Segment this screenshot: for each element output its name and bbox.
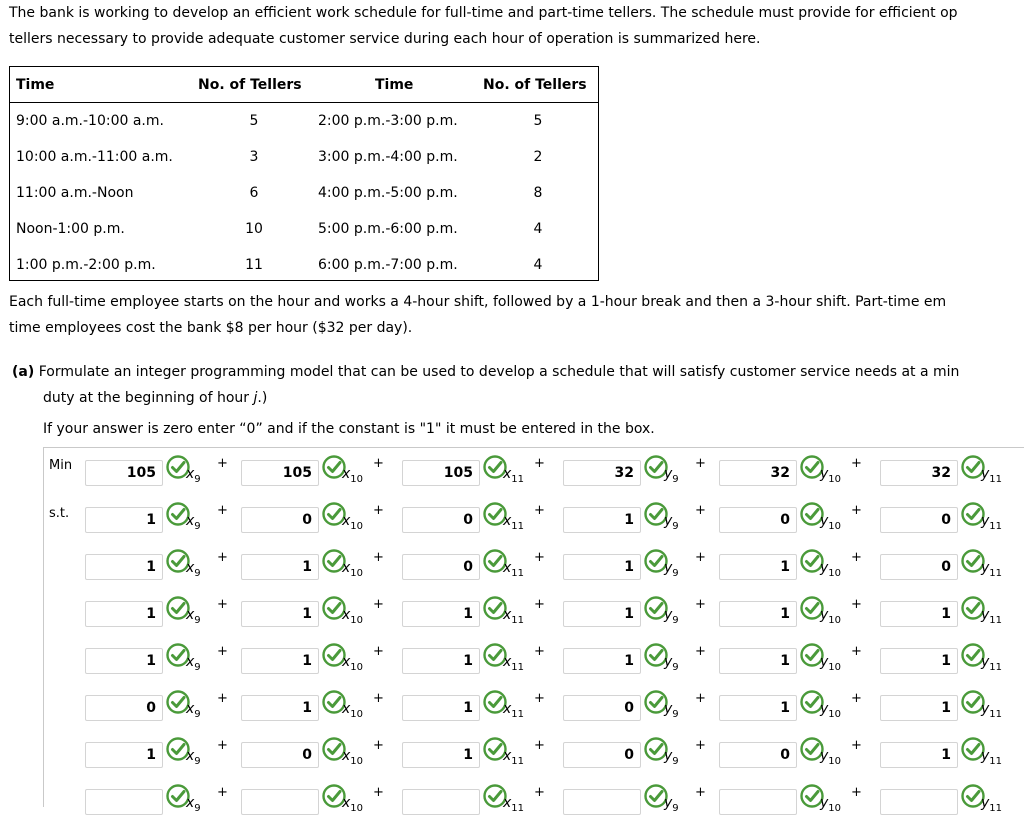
plus-sign: + [217, 456, 228, 471]
coefficient-input[interactable]: 1 [402, 695, 480, 721]
variable-label: $y_9$ [664, 654, 679, 673]
coefficient-input[interactable]: 1 [85, 601, 163, 627]
variable-subscript: 9 [194, 661, 201, 673]
variable-label: $x_{11}$ [503, 654, 525, 673]
coefficient-input[interactable]: 0 [880, 507, 958, 533]
ip-model-form [43, 447, 1024, 814]
variable-label: $y_{10}$ [820, 560, 842, 579]
variable-subscript: 11 [511, 708, 525, 720]
variable-label: $y_{11}$ [981, 560, 1003, 579]
variable-subscript: 10 [350, 614, 364, 626]
variable-label: $y_{10}$ [820, 607, 842, 626]
cell-time-1: Noon-1:00 p.m. [16, 221, 125, 237]
variable-label: $x_{11}$ [503, 795, 525, 814]
shift-line-1: Each full-time employee starts on the hour and works a 4-hour shift, followed by a 1-hour break and then a 3-hour shift. Part-time em [9, 294, 947, 310]
variable-label: $y_9$ [664, 607, 679, 626]
coefficient-input[interactable]: 1 [719, 695, 797, 721]
plus-sign: + [695, 456, 706, 471]
variable-subscript: 11 [511, 755, 525, 767]
variable-label: $x_{10}$ [342, 513, 364, 532]
cell-tellers-1: 5 [249, 113, 259, 129]
cell-tellers-1: 11 [245, 257, 263, 273]
variable-subscript: 9 [672, 802, 679, 814]
plus-sign: + [217, 503, 228, 518]
min-label: Min [49, 458, 73, 473]
variable-subscript: 9 [672, 567, 679, 579]
plus-sign: + [851, 503, 862, 518]
header-time-2: Time [375, 77, 414, 93]
cell-tellers-1: 10 [245, 221, 263, 237]
variable-label: $y_9$ [664, 701, 679, 720]
variable-subscript: 11 [511, 473, 525, 485]
plus-sign: + [695, 597, 706, 612]
variable-label: $x_9$ [186, 560, 201, 579]
variable-subscript: 9 [194, 473, 201, 485]
variable-label: $x_{11}$ [503, 560, 525, 579]
variable-subscript: 11 [511, 567, 525, 579]
coefficient-input[interactable]: 1 [563, 554, 641, 580]
variable-label: $y_{11}$ [981, 654, 1003, 673]
variable-subscript: 10 [350, 567, 364, 579]
part-a-question [12, 359, 959, 411]
variable-label: $x_{10}$ [342, 654, 364, 673]
plus-sign: + [534, 785, 545, 800]
plus-sign: + [534, 503, 545, 518]
plus-sign: + [695, 738, 706, 753]
variable-subscript: 11 [511, 802, 525, 814]
plus-sign: + [534, 738, 545, 753]
variable-subscript: 11 [989, 802, 1003, 814]
variable-subscript: 11 [989, 755, 1003, 767]
coefficient-input[interactable]: 1 [719, 601, 797, 627]
intro-line-1: The bank is working to develop an efficient work schedule for full-time and part-time tellers. The schedule must provide for efficient op [9, 5, 958, 21]
variable-subscript: 10 [828, 708, 842, 720]
cell-time-1: 10:00 a.m.-11:00 a.m. [16, 149, 173, 165]
cell-time-2: 3:00 p.m.-4:00 p.m. [318, 149, 458, 165]
variable-subscript: 9 [672, 473, 679, 485]
cell-tellers-1: 6 [249, 185, 259, 201]
variable-subscript: 11 [989, 567, 1003, 579]
plus-sign: + [373, 550, 384, 565]
part-a-label: (a) [12, 364, 35, 380]
coefficient-input[interactable]: 0 [402, 507, 480, 533]
plus-sign: + [534, 456, 545, 471]
variable-subscript: 11 [511, 614, 525, 626]
variable-label: $y_9$ [664, 748, 679, 767]
variable-subscript: 9 [194, 802, 201, 814]
variable-label: $x_9$ [186, 701, 201, 720]
shift-line-2: time employees cost the bank $8 per hour ($32 per day). [9, 320, 413, 336]
plus-sign: + [217, 644, 228, 659]
coefficient-input[interactable]: 1 [241, 554, 319, 580]
coefficient-input[interactable]: 1 [719, 554, 797, 580]
variable-label: $y_9$ [664, 513, 679, 532]
variable-label: $x_{10}$ [342, 795, 364, 814]
variable-subscript: 9 [194, 755, 201, 767]
coefficient-input[interactable]: 1 [880, 695, 958, 721]
variable-label: $y_9$ [664, 560, 679, 579]
variable-label: $y_{11}$ [981, 701, 1003, 720]
variable-subscript: 11 [989, 661, 1003, 673]
coefficient-input[interactable]: 1 [85, 648, 163, 674]
coefficient-input[interactable]: 1 [880, 601, 958, 627]
coefficient-input[interactable]: 0 [563, 695, 641, 721]
coefficient-input[interactable]: 1 [880, 742, 958, 768]
variable-label: $y_9$ [664, 466, 679, 485]
variable-label: $x_{11}$ [503, 701, 525, 720]
coefficient-input[interactable]: 1 [402, 601, 480, 627]
variable-subscript: 11 [511, 661, 525, 673]
variable-label: $y_{10}$ [820, 513, 842, 532]
variable-subscript: 11 [989, 520, 1003, 532]
variable-label: $x_{10}$ [342, 466, 364, 485]
plus-sign: + [373, 738, 384, 753]
coefficient-input[interactable]: 105 [85, 460, 163, 486]
variable-subscript: 11 [511, 520, 525, 532]
plus-sign: + [217, 785, 228, 800]
variable-subscript: 9 [672, 520, 679, 532]
variable-subscript: 9 [672, 661, 679, 673]
plus-sign: + [851, 738, 862, 753]
answer-hint: If your answer is zero enter “0” and if the constant is "1" it must be entered in the box. [43, 421, 655, 437]
variable-subscript: 9 [672, 755, 679, 767]
variable-label: $x_{10}$ [342, 748, 364, 767]
cell-tellers-2: 5 [533, 113, 543, 129]
plus-sign: + [534, 550, 545, 565]
coefficient-input[interactable]: 32 [719, 460, 797, 486]
coefficient-input[interactable]: 1 [880, 648, 958, 674]
variable-label: $y_{11}$ [981, 607, 1003, 626]
plus-sign: + [695, 644, 706, 659]
coefficient-input[interactable]: 1 [719, 648, 797, 674]
plus-sign: + [373, 597, 384, 612]
coefficient-input[interactable] [719, 789, 797, 815]
variable-subscript: 10 [828, 567, 842, 579]
variable-subscript: 10 [350, 661, 364, 673]
variable-subscript: 9 [194, 708, 201, 720]
cell-time-2: 5:00 p.m.-6:00 p.m. [318, 221, 458, 237]
variable-label: $y_{11}$ [981, 513, 1003, 532]
variable-subscript: 10 [828, 661, 842, 673]
part-a-line-2-post: .) [257, 390, 268, 406]
coefficient-input[interactable] [85, 789, 163, 815]
coefficient-input[interactable]: 0 [241, 507, 319, 533]
cell-time-1: 1:00 p.m.-2:00 p.m. [16, 257, 156, 273]
header-tellers-1: No. of Tellers [198, 77, 302, 93]
variable-label: $y_{10}$ [820, 748, 842, 767]
variable-subscript: 9 [672, 708, 679, 720]
variable-subscript: 9 [194, 614, 201, 626]
coefficient-input[interactable]: 1 [85, 554, 163, 580]
coefficient-input[interactable]: 0 [402, 554, 480, 580]
plus-sign: + [851, 456, 862, 471]
plus-sign: + [217, 550, 228, 565]
coefficient-input[interactable]: 1 [402, 648, 480, 674]
variable-label: $x_9$ [186, 748, 201, 767]
variable-subscript: 10 [828, 614, 842, 626]
plus-sign: + [851, 644, 862, 659]
coefficient-input[interactable]: 1 [563, 601, 641, 627]
plus-sign: + [217, 597, 228, 612]
cell-tellers-2: 8 [533, 185, 543, 201]
variable-label: $x_9$ [186, 513, 201, 532]
variable-subscript: 9 [194, 567, 201, 579]
part-a-line-2-pre: duty at the beginning of hour [43, 390, 254, 406]
cell-tellers-2: 4 [533, 257, 543, 273]
plus-sign: + [695, 691, 706, 706]
variable-label: $y_{11}$ [981, 748, 1003, 767]
cell-time-1: 9:00 a.m.-10:00 a.m. [16, 113, 164, 129]
plus-sign: + [373, 503, 384, 518]
variable-label: $y_{11}$ [981, 466, 1003, 485]
st-label: s.t. [49, 506, 70, 521]
plus-sign: + [373, 456, 384, 471]
plus-sign: + [851, 691, 862, 706]
cell-time-1: 11:00 a.m.-Noon [16, 185, 134, 201]
coefficient-input[interactable]: 105 [402, 460, 480, 486]
variable-label: $y_{11}$ [981, 795, 1003, 814]
coefficient-input[interactable]: 1 [241, 695, 319, 721]
plus-sign: + [534, 597, 545, 612]
coefficient-input[interactable]: 105 [241, 460, 319, 486]
table-header-row [10, 67, 598, 103]
intro-line-2: tellers necessary to provide adequate customer service during each hour of operation is summarized here. [9, 31, 761, 47]
header-tellers-2: No. of Tellers [483, 77, 587, 93]
variable-label: $x_9$ [186, 654, 201, 673]
cell-tellers-2: 2 [533, 149, 543, 165]
part-a-line-2-var: j [253, 390, 258, 406]
coefficient-input[interactable]: 1 [563, 507, 641, 533]
variable-subscript: 9 [194, 520, 201, 532]
cell-time-2: 2:00 p.m.-3:00 p.m. [318, 113, 458, 129]
variable-label: $y_{10}$ [820, 701, 842, 720]
variable-subscript: 11 [989, 473, 1003, 485]
variable-label: $x_{10}$ [342, 607, 364, 626]
variable-label: $y_{10}$ [820, 466, 842, 485]
plus-sign: + [851, 550, 862, 565]
shift-description [9, 289, 946, 341]
plus-sign: + [695, 550, 706, 565]
variable-subscript: 10 [350, 802, 364, 814]
coefficient-input[interactable]: 0 [563, 742, 641, 768]
tellers-table [9, 66, 599, 281]
variable-label: $x_{11}$ [503, 513, 525, 532]
variable-label: $y_{10}$ [820, 795, 842, 814]
cell-time-2: 4:00 p.m.-5:00 p.m. [318, 185, 458, 201]
coefficient-input[interactable] [880, 789, 958, 815]
plus-sign: + [217, 738, 228, 753]
part-a-line-1: Formulate an integer programming model that can be used to develop a schedule that will satisfy customer service needs at a min [38, 364, 960, 380]
plus-sign: + [373, 691, 384, 706]
variable-subscript: 9 [672, 614, 679, 626]
plus-sign: + [217, 691, 228, 706]
variable-label: $x_{11}$ [503, 466, 525, 485]
variable-subscript: 10 [828, 473, 842, 485]
variable-subscript: 10 [828, 802, 842, 814]
coefficient-input[interactable]: 0 [241, 742, 319, 768]
variable-label: $x_9$ [186, 607, 201, 626]
variable-label: $x_9$ [186, 466, 201, 485]
variable-label: $x_9$ [186, 795, 201, 814]
coefficient-input[interactable]: 1 [241, 648, 319, 674]
plus-sign: + [851, 597, 862, 612]
plus-sign: + [695, 503, 706, 518]
plus-sign: + [373, 644, 384, 659]
plus-sign: + [373, 785, 384, 800]
variable-subscript: 11 [989, 708, 1003, 720]
plus-sign: + [851, 785, 862, 800]
cell-tellers-1: 3 [249, 149, 259, 165]
variable-label: $x_{11}$ [503, 748, 525, 767]
cell-time-2: 6:00 p.m.-7:00 p.m. [318, 257, 458, 273]
variable-label: $x_{10}$ [342, 560, 364, 579]
coefficient-input[interactable]: 1 [241, 601, 319, 627]
variable-subscript: 11 [989, 614, 1003, 626]
variable-subscript: 10 [828, 755, 842, 767]
coefficient-input[interactable] [563, 789, 641, 815]
coefficient-input[interactable] [241, 789, 319, 815]
coefficient-input[interactable]: 1 [563, 648, 641, 674]
coefficient-input[interactable]: 0 [880, 554, 958, 580]
variable-subscript: 10 [350, 473, 364, 485]
coefficient-input[interactable]: 1 [85, 742, 163, 768]
variable-subscript: 10 [350, 520, 364, 532]
variable-label: $x_{10}$ [342, 701, 364, 720]
plus-sign: + [695, 785, 706, 800]
variable-label: $x_{11}$ [503, 607, 525, 626]
coefficient-input[interactable]: 0 [85, 695, 163, 721]
coefficient-input[interactable]: 32 [563, 460, 641, 486]
variable-subscript: 10 [828, 520, 842, 532]
variable-subscript: 10 [350, 708, 364, 720]
plus-sign: + [534, 644, 545, 659]
variable-label: $y_{10}$ [820, 654, 842, 673]
coefficient-input[interactable]: 1 [402, 742, 480, 768]
coefficient-input[interactable]: 0 [719, 507, 797, 533]
coefficient-input[interactable]: 1 [85, 507, 163, 533]
variable-subscript: 10 [350, 755, 364, 767]
coefficient-input[interactable]: 0 [719, 742, 797, 768]
plus-sign: + [534, 691, 545, 706]
coefficient-input[interactable] [402, 789, 480, 815]
intro-text [9, 0, 958, 52]
variable-label: $y_9$ [664, 795, 679, 814]
header-time-1: Time [16, 77, 55, 93]
coefficient-input[interactable]: 32 [880, 460, 958, 486]
cell-tellers-2: 4 [533, 221, 543, 237]
